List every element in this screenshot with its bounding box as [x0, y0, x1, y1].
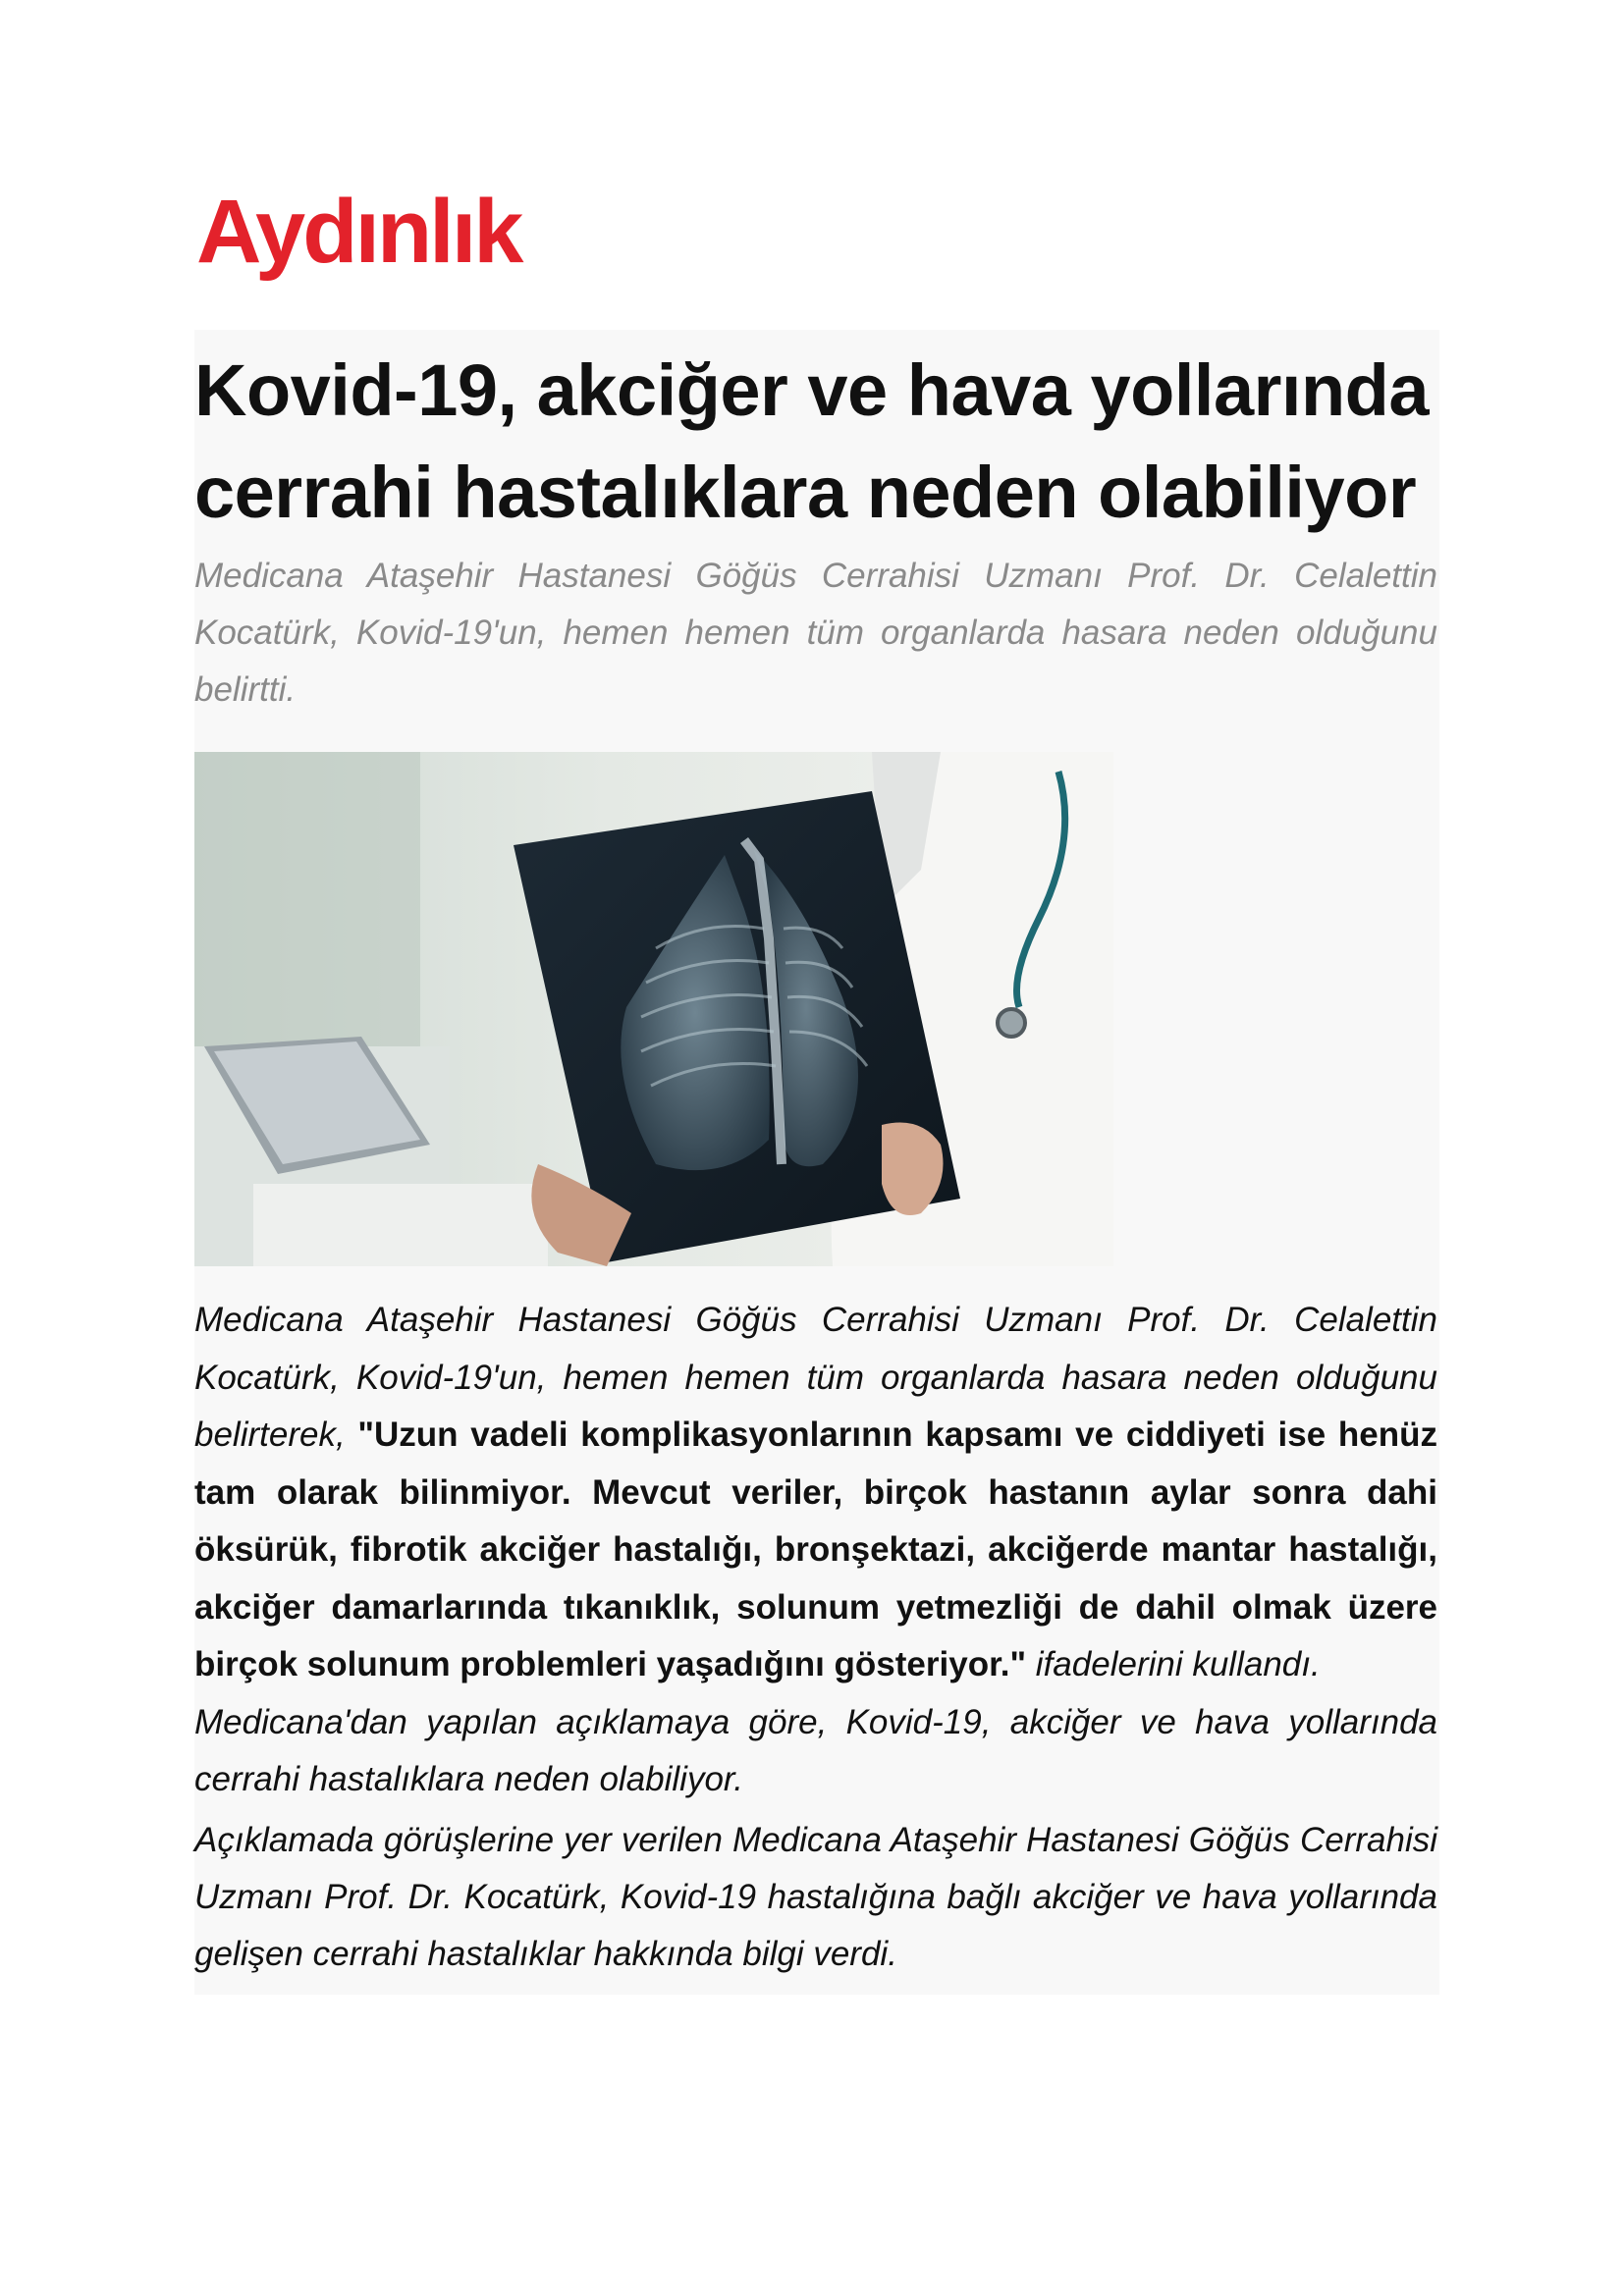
body-quote-tail: ifadelerini kullandı. [1026, 1645, 1321, 1683]
xray-illustration [194, 752, 1113, 1266]
article-paragraph-2: Medicana'dan yapılan açıklamaya göre, Kovid-19, akciğer ve hava yollarında cerrahi hastalıklara neden olabiliyor. [194, 1702, 1437, 1798]
body-intro: Medicana Ataşehir Hastanesi Göğüs Cerrahisi Uzmanı Prof. Dr. Celalettin Kocatürk, Kovid-19'un, hemen hemen tüm organlarda hasara neden olduğunu belirterek, [194, 1301, 1437, 1454]
article-headline: Kovid-19, akciğer ve hava yollarında cerrahi hastalıklara neden olabiliyor [194, 349, 1430, 533]
body-quote: "Uzun vadeli komplikasyonlarının kapsamı ve ciddiyeti ise henüz tam olarak bilinmiyor. Mevcut veriler, birçok hastanın aylar sonra dahi öksürük, fibrotik akciğer hastalığı, bronşektazi, akciğerde mantar hastalığı, akciğer damarlarında tıkanıklık, solunum yetmezliği de dahil olmak üzere birçok solunum problemleri yaşadığını gösteriyor." [194, 1415, 1438, 1683]
article-lead: Medicana Ataşehir Hastanesi Göğüs Cerrahisi Uzmanı Prof. Dr. Celalettin Kocatürk, Kovid-19'un, hemen hemen tüm organlarda hasara neden olduğunu belirtti. [194, 557, 1437, 709]
article-paragraph-3: Açıklamada görüşlerine yer verilen Medicana Ataşehir Hastanesi Göğüs Cerrahisi Uzmanı Prof. Dr. Kocatürk, Kovid-19 hastalığına bağlı akciğer ve hava yollarında gelişen cerrahi hastalıklar hakkında bilgi verdi. [194, 1820, 1437, 1973]
brand-logo[interactable]: Aydınlık [196, 182, 521, 282]
article-photo [194, 752, 1113, 1266]
article-body [194, 1292, 1437, 1694]
article [194, 330, 1439, 1995]
